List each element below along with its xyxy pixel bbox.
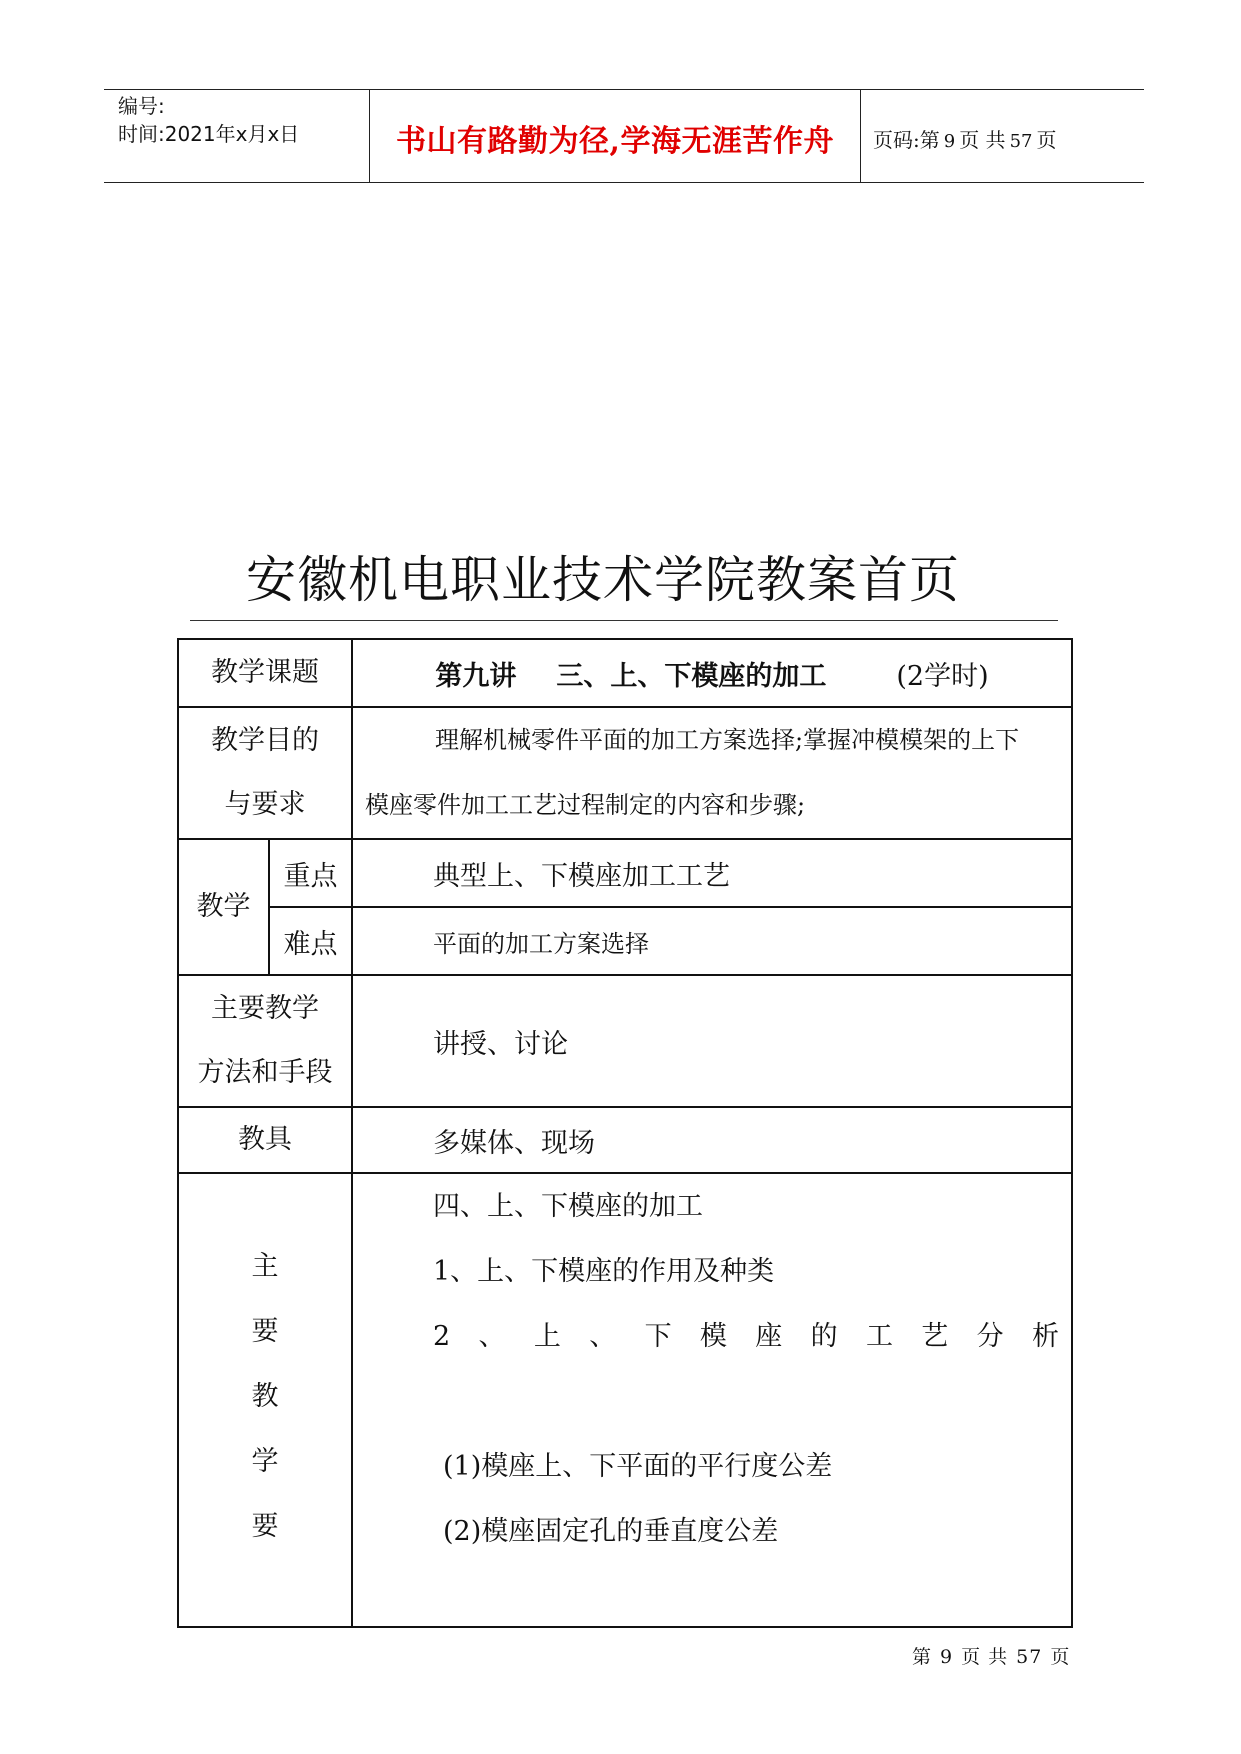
method-label-line-1: 主要教学 [211, 993, 319, 1024]
footer-mid: 页 共 [961, 1646, 1009, 1668]
lecture-number: 第九讲 [435, 660, 517, 692]
key-point-label: 重点 [269, 839, 352, 907]
page-prefix: 页码:第 [873, 128, 940, 152]
header-bottom-rule [104, 182, 1144, 183]
main-label-char: 主 [251, 1251, 279, 1282]
main-label-char: 要 [251, 1316, 279, 1347]
goal-text-line-2: 模座零件加工工艺过程制定的内容和步骤; [365, 791, 806, 819]
lecture-title: 三、上、下模座的加工 [556, 660, 827, 692]
main-content-text [352, 1173, 1072, 1627]
difficulty-label: 难点 [269, 907, 352, 975]
main-label-char: 学 [251, 1446, 279, 1477]
page-mid: 页 共 [959, 128, 1006, 152]
content-item-2-char: 艺 [921, 1321, 949, 1352]
goal-label-line-2: 与要求 [224, 789, 306, 820]
page-footer [908, 1642, 1074, 1669]
content-item-2-char: 座 [755, 1321, 783, 1352]
page-total: 57 [1009, 131, 1033, 152]
main-content-label [178, 1173, 352, 1627]
content-item-1: 1、上、下模座的作用及种类 [433, 1256, 775, 1287]
footer-suffix: 页 [1050, 1646, 1071, 1668]
content-item-2-char: 模 [699, 1321, 727, 1352]
lesson-plan-table [177, 638, 1073, 1628]
table-row-method [178, 975, 1072, 1107]
page-suffix: 页 [1036, 128, 1057, 152]
content-subitem-2: (2)模座固定孔的垂直度公差 [443, 1516, 779, 1547]
document-time: 时间:2021年x月x日 [118, 122, 300, 146]
title-underline [190, 620, 1058, 621]
main-label-char: 教 [251, 1381, 279, 1412]
goal-text [352, 707, 1072, 839]
topic-cell [352, 639, 1072, 707]
content-item-2-char: 分 [976, 1321, 1004, 1352]
content-item-2-char: 析 [1031, 1321, 1059, 1352]
content-item-2 [433, 1304, 1063, 1369]
goal-label-line-1: 教学目的 [211, 725, 319, 756]
page-number: 9 [943, 131, 956, 152]
header-divider-right [860, 89, 861, 182]
content-item-2-char: 、 [478, 1321, 506, 1352]
content-item-2-char: 、 [589, 1321, 617, 1352]
main-label-char: 要 [251, 1511, 279, 1542]
table-row-key [178, 839, 1072, 907]
footer-page-total: 57 [1016, 1646, 1043, 1668]
table-row-main-content [178, 1173, 1072, 1627]
footer-prefix: 第 [912, 1646, 933, 1668]
tools-label: 教具 [178, 1107, 352, 1173]
header-motto: 书山有路勤为径,学海无涯苦作舟 [396, 124, 834, 159]
topic-label: 教学课题 [178, 639, 352, 707]
footer-page-number: 9 [940, 1646, 954, 1668]
page-title: 安徽机电职业技术学院教案首页 [246, 551, 960, 609]
content-item-2-char: 2 [433, 1321, 451, 1352]
goal-label [178, 707, 352, 839]
method-label-line-2: 方法和手段 [197, 1057, 333, 1088]
table-row-tools [178, 1107, 1072, 1173]
goal-text-line-1: 理解机械零件平面的加工方案选择;掌握冲模模架的上下 [435, 726, 1020, 754]
content-item-2-char: 工 [865, 1321, 893, 1352]
table-row-difficulty [178, 907, 1072, 975]
table-row-topic [178, 639, 1072, 707]
content-subitem-1: (1)模座上、下平面的平行度公差 [443, 1451, 833, 1482]
table-row-goal [178, 707, 1072, 839]
method-text: 讲授、讨论 [352, 975, 1072, 1107]
lecture-hours: (2学时) [896, 660, 989, 692]
header-page-info [873, 124, 1056, 153]
content-heading: 四、上、下模座的加工 [433, 1191, 703, 1222]
content-item-2-char: 上 [533, 1321, 561, 1352]
teaching-label: 教学 [178, 839, 269, 975]
content-item-2-char: 下 [644, 1321, 672, 1352]
tools-text: 多媒体、现场 [352, 1107, 1072, 1173]
document-number-label: 编号: [118, 94, 165, 118]
content-item-2-char: 的 [810, 1321, 838, 1352]
key-point-text: 典型上、下模座加工工艺 [352, 839, 1072, 907]
difficulty-text: 平面的加工方案选择 [352, 907, 1072, 975]
method-label [178, 975, 352, 1107]
header-top-rule [104, 89, 1144, 90]
blank-line [433, 1369, 1063, 1434]
header-meta [118, 92, 299, 148]
